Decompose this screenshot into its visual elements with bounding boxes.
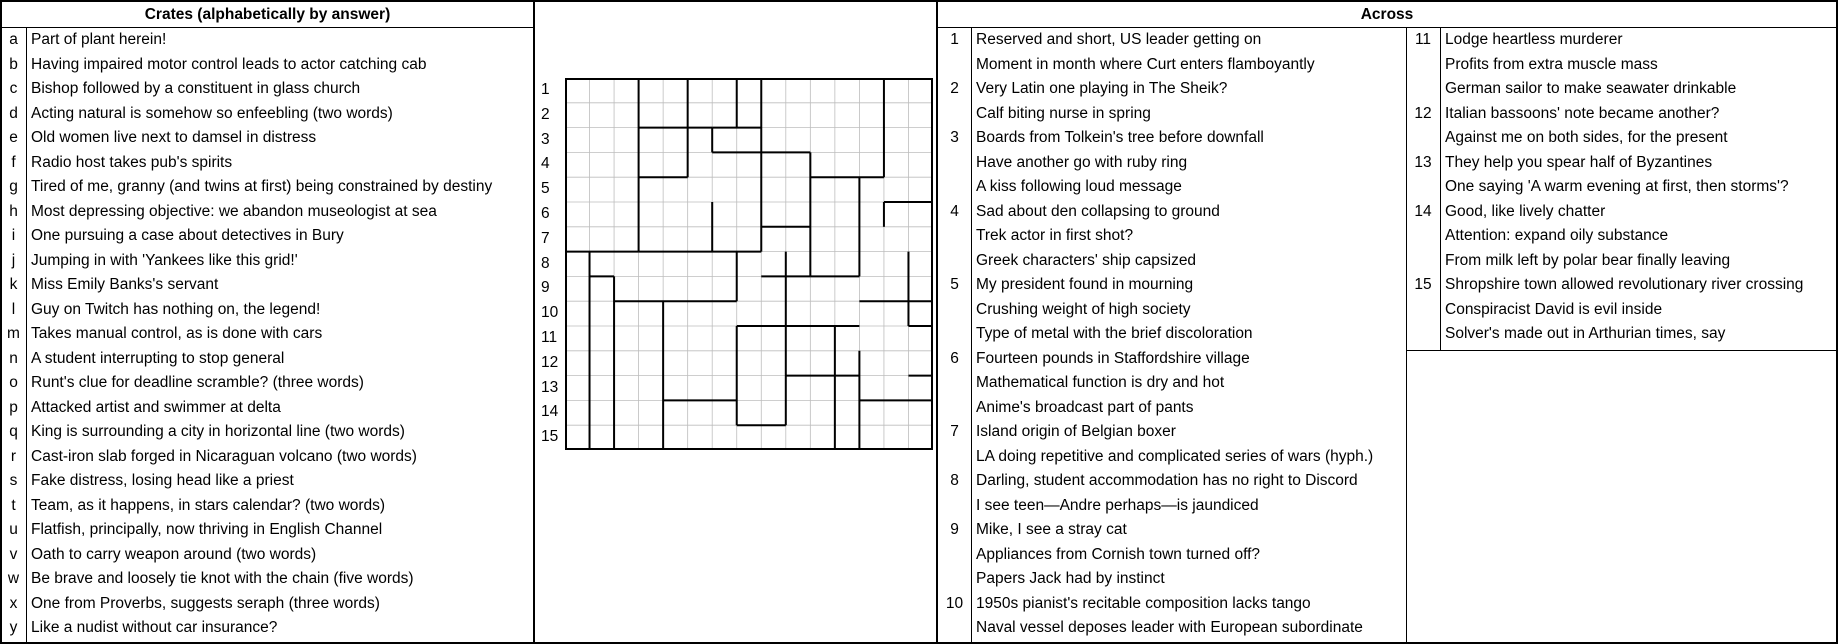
crate-clue-text: One from Proverbs, suggests seraph (three words) <box>31 594 380 612</box>
across-clue-text: Trek actor in first shot? <box>976 227 1134 244</box>
crate-clue-text: Most depressing objective: we abandon museologist at sea <box>31 202 437 220</box>
across-clue-row <box>938 151 1404 176</box>
across-clue-text: Against me on both sides, for the present <box>1445 129 1728 146</box>
across-clue-row <box>938 518 1404 543</box>
across-clue-text: LA doing repetitive and complicated series of wars (hyph.) <box>976 447 1374 465</box>
grid-row-number: 3 <box>541 130 550 148</box>
across-clue-text: Fourteen pounds in Staffordshire village <box>976 349 1250 367</box>
grid-row-number: 5 <box>541 180 550 198</box>
across-clue-row <box>938 102 1404 127</box>
crate-letter: b <box>9 55 18 73</box>
crates-title: Crates (alphabetically by answer) <box>2 2 533 28</box>
crate-clue-row <box>2 151 533 176</box>
across-clue-number: 2 <box>950 80 959 97</box>
crate-clue-row <box>2 200 533 225</box>
crate-clue-text: Flatfish, principally, now thriving in English Channel <box>31 521 383 538</box>
crate-letter: d <box>9 104 18 122</box>
across-clue-row <box>1406 224 1836 249</box>
across-clue-text: 1950s pianist's recitable composition lacks tango <box>976 594 1311 612</box>
across-title: Across <box>938 2 1836 28</box>
across-clue-row <box>1406 200 1836 225</box>
across-clue-row <box>938 445 1404 470</box>
across-clue-row <box>1406 77 1836 102</box>
across-clue-row <box>1406 53 1836 78</box>
across-clue-text: My president found in mourning <box>976 276 1194 293</box>
crate-letter: e <box>9 129 18 146</box>
crate-letter: y <box>9 619 18 636</box>
across-clue-number: 13 <box>1414 153 1432 171</box>
across-clue-text: Greek characters' ship capsized <box>976 251 1197 269</box>
crate-clue-text: Like a nudist without car insurance? <box>31 619 278 636</box>
across-clue-number: 7 <box>950 423 959 440</box>
across-panel <box>936 0 1838 644</box>
across-clue-number: 3 <box>950 129 959 146</box>
across-clue-text: Attention: expand oily substance <box>1445 227 1669 244</box>
crate-clue-text: Guy on Twitch has nothing on, the legend! <box>31 300 321 318</box>
crate-letter: n <box>9 349 18 367</box>
across-clue-text: A kiss following loud message <box>976 178 1182 195</box>
crate-clue-text: Old women live next to damsel in distress <box>31 129 317 146</box>
crate-clue-row <box>2 567 533 592</box>
grid-row-number: 4 <box>541 155 550 173</box>
across-clue-number: 12 <box>1414 104 1432 122</box>
grid-row-number: 8 <box>541 254 550 272</box>
crate-clue-row <box>2 273 533 298</box>
crate-letter: l <box>11 300 16 318</box>
across-clue-row <box>938 592 1404 617</box>
crate-letter: m <box>7 325 20 342</box>
across-clue-text: Moment in month where Curt enters flamboyantly <box>976 55 1315 73</box>
grid-row-number: 14 <box>541 403 559 421</box>
across-clue-text: Appliances from Cornish town turned off? <box>976 545 1261 563</box>
grid-row-number: 6 <box>541 205 550 222</box>
crate-clue-row <box>2 469 533 494</box>
across-clue-number: 8 <box>950 472 959 489</box>
crate-clue-text: Takes manual control, as is done with cars <box>31 325 323 342</box>
grid-row-number: 1 <box>541 81 550 98</box>
crate-clue-row <box>2 126 533 151</box>
crate-clue-text: Runt's clue for deadline scramble? (three words) <box>31 374 364 391</box>
across-clue-row <box>1406 249 1836 274</box>
across-clue-row <box>938 469 1404 494</box>
crate-clue-row <box>2 53 533 78</box>
across-clue-text: Shropshire town allowed revolutionary river crossing <box>1445 276 1804 293</box>
crate-letter: q <box>9 423 18 440</box>
across-clue-row <box>938 396 1404 421</box>
across-clue-row <box>938 347 1404 372</box>
crate-clue-row <box>2 592 533 617</box>
across-clue-row <box>1406 175 1836 200</box>
crate-clue-row <box>2 224 533 249</box>
crate-letter: x <box>9 594 18 612</box>
crate-letter: o <box>9 374 18 391</box>
across-clue-text: Papers Jack had by instinct <box>976 570 1165 587</box>
across-col2-end-rule <box>1406 350 1836 351</box>
crate-letter: j <box>11 251 16 269</box>
crate-clue-text: Tired of me, granny (and twins at first) being constrained by destiny <box>31 178 493 195</box>
grid-outline <box>566 79 932 449</box>
crate-clue-row <box>2 298 533 323</box>
across-clue-number: 14 <box>1414 202 1432 220</box>
across-clue-number: 11 <box>1414 31 1432 48</box>
across-clue-text: Reserved and short, US leader getting on <box>976 31 1262 48</box>
grid-row-number: 15 <box>541 428 559 446</box>
across-clue-row <box>1406 151 1836 176</box>
crate-clue-text: King is surrounding a city in horizontal line (two words) <box>31 423 405 440</box>
crate-clue-text: Acting natural is somehow so enfeebling (two words) <box>31 104 393 122</box>
crate-clue-text: A student interrupting to stop general <box>31 349 285 367</box>
across-clue-row <box>938 53 1404 78</box>
across-clue-row <box>938 28 1404 53</box>
crate-clue-row <box>2 347 533 372</box>
across-clue-text: Conspiracist David is evil inside <box>1445 300 1663 318</box>
across-clue-row <box>1406 322 1836 347</box>
crate-letter: r <box>10 447 17 465</box>
crate-clue-row <box>2 494 533 519</box>
crate-letter: s <box>9 472 18 489</box>
across-clue-number: 4 <box>950 202 959 220</box>
crate-clue-text: Fake distress, losing head like a priest <box>31 472 294 489</box>
across-clue-row <box>1406 102 1836 127</box>
across-clue-row <box>1406 273 1836 298</box>
crate-clue-row <box>2 249 533 274</box>
grid-row-number: 7 <box>541 229 550 247</box>
crate-letter: f <box>11 153 16 171</box>
across-clue-row <box>938 77 1404 102</box>
across-clue-text: They help you spear half of Byzantines <box>1445 153 1713 171</box>
across-clue-text: Type of metal with the brief discoloration <box>976 325 1253 342</box>
crate-letter: h <box>9 202 18 220</box>
across-clue-text: Very Latin one playing in The Sheik? <box>976 80 1228 97</box>
across-clue-text: Darling, student accommodation has no right to Discord <box>976 472 1358 489</box>
across-clue-row <box>938 420 1404 445</box>
crate-clue-text: Miss Emily Banks's servant <box>31 276 219 293</box>
crates-panel <box>0 0 535 644</box>
crate-clue-row <box>2 322 533 347</box>
crate-letter: p <box>9 398 18 416</box>
across-clue-number: 10 <box>945 594 964 612</box>
grid-row-number: 12 <box>541 353 559 371</box>
grid-row-number: 10 <box>541 304 559 322</box>
across-clue-text: Mathematical function is dry and hot <box>976 374 1225 391</box>
across-clue-text: I see teen—Andre perhaps—is jaundiced <box>976 496 1259 514</box>
crate-clue-row <box>2 543 533 568</box>
grid-row-number: 2 <box>541 105 550 123</box>
across-clue-text: Profits from extra muscle mass <box>1445 55 1658 73</box>
crate-letter: i <box>11 227 16 244</box>
crate-clue-text: Jumping in with 'Yankees like this grid!' <box>31 251 298 269</box>
grid-row-number: 11 <box>541 329 558 346</box>
across-clue-text: Anime's broadcast part of pants <box>976 398 1194 416</box>
across-clue-row <box>938 224 1404 249</box>
across-clue-text: From milk left by polar bear finally leaving <box>1445 251 1731 269</box>
across-clue-row <box>938 322 1404 347</box>
across-clue-row <box>938 494 1404 519</box>
crate-clue-row <box>2 28 533 53</box>
crate-clue-text: Part of plant herein! <box>31 31 167 48</box>
across-clue-text: Mike, I see a stray cat <box>976 521 1127 538</box>
across-clue-number: 9 <box>950 521 959 538</box>
across-clue-text: Italian bassoons' note became another? <box>1445 104 1720 122</box>
across-clue-row <box>938 543 1404 568</box>
across-clue-row <box>938 273 1404 298</box>
across-clue-text: Solver's made out in Arthurian times, say <box>1445 325 1726 342</box>
across-clue-text: One saying 'A warm evening at first, then storms'? <box>1445 178 1789 195</box>
crate-clue-row <box>2 616 533 641</box>
crate-letter: v <box>9 545 18 563</box>
across-clue-row <box>1406 126 1836 151</box>
across-clue-number: 15 <box>1414 276 1432 293</box>
across-clue-row <box>938 200 1404 225</box>
across-clue-number: 1 <box>950 31 959 48</box>
across-clue-text: Calf biting nurse in spring <box>976 104 1151 122</box>
crate-letter: c <box>9 80 18 97</box>
crate-clue-text: Cast-iron slab forged in Nicaraguan volcano (two words) <box>31 447 417 465</box>
grid-row-number: 9 <box>541 279 550 297</box>
crate-clue-row <box>2 445 533 470</box>
across-clue-text: Good, like lively chatter <box>1445 202 1606 220</box>
crate-clue-text: Oath to carry weapon around (two words) <box>31 545 317 563</box>
crate-letter: w <box>7 570 20 587</box>
crate-letter: u <box>9 521 18 538</box>
crate-clue-row <box>2 396 533 421</box>
crate-clue-text: Be brave and loosely tie knot with the chain (five words) <box>31 570 414 587</box>
crate-letter: k <box>9 276 18 293</box>
crate-letter: t <box>11 496 16 514</box>
crate-clue-text: Having impaired motor control leads to actor catching cab <box>31 55 427 73</box>
crate-clue-text: Attacked artist and swimmer at delta <box>31 398 281 416</box>
across-clue-row <box>938 616 1404 641</box>
crate-clue-row <box>2 102 533 127</box>
crate-letter: a <box>9 31 18 48</box>
across-clue-row <box>1406 28 1836 53</box>
grid-row-number: 13 <box>541 378 559 396</box>
across-clue-text: Sad about den collapsing to ground <box>976 202 1220 220</box>
crate-clue-text: Team, as it happens, in stars calendar? (two words) <box>31 496 386 514</box>
across-clue-text: German sailor to make seawater drinkable <box>1445 80 1737 97</box>
crossword-grid[interactable] <box>565 78 933 450</box>
across-clue-number: 5 <box>950 276 959 293</box>
crate-clue-row <box>2 518 533 543</box>
crate-clue-text: Bishop followed by a constituent in glass church <box>31 80 361 97</box>
across-clue-row <box>938 298 1404 323</box>
across-clue-number: 6 <box>950 349 959 367</box>
across-clue-text: Boards from Tolkein's tree before downfall <box>976 129 1264 146</box>
grid-panel <box>533 0 938 644</box>
across-clue-row <box>938 126 1404 151</box>
across-clue-text: Crushing weight of high society <box>976 300 1191 318</box>
crate-clue-text: Radio host takes pub's spirits <box>31 153 233 171</box>
across-clue-text: Naval vessel deposes leader with European subordinate <box>976 619 1363 636</box>
crate-letter: g <box>9 178 18 195</box>
crate-clue-row <box>2 371 533 396</box>
across-clue-text: Have another go with ruby ring <box>976 153 1188 171</box>
across-clue-text: Lodge heartless murderer <box>1445 31 1623 48</box>
across-clue-row <box>938 371 1404 396</box>
crate-clue-row <box>2 175 533 200</box>
across-clue-row <box>1406 298 1836 323</box>
crate-clue-row <box>2 420 533 445</box>
crate-clue-row <box>2 77 533 102</box>
across-clue-row <box>938 175 1404 200</box>
across-clue-row <box>938 567 1404 592</box>
across-clue-row <box>938 249 1404 274</box>
crate-clue-text: One pursuing a case about detectives in Bury <box>31 227 344 244</box>
across-clue-text: Island origin of Belgian boxer <box>976 423 1176 440</box>
